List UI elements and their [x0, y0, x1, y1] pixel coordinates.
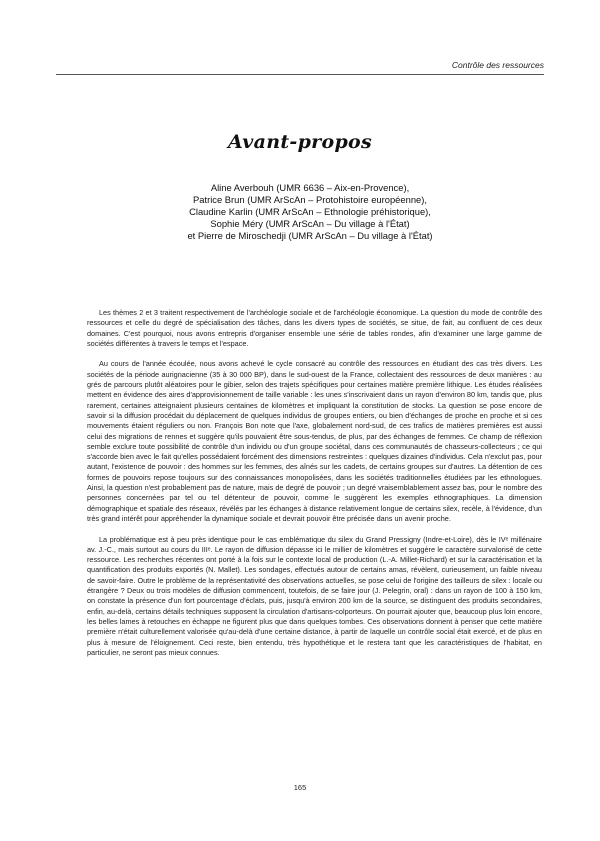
paragraph: La problématique est à peu près identique pour le cas emblématique du silex du Grand Pressigny (Indre-et-Loire), dès le IVᵉ millénaire av. J.-C., mais surtout au cours du IIIᵉ. Le rayon de diffusion dépasse ici le millier de kilomètres et suggère le caractère survalorisé de cette ressource. Les recherches récentes ont porté à la fois sur le contexte local de production (L.-A. Millet-Richard) et sur la caractérisation et la quantification des produits exportés (N. Mallet). Les sondages, effectués autour de certains amas, révèlent, curieusement, un faible niveau de savoir-faire. Outre le problème de la représentativité des observations actuelles, se pose celui de l'origine des tailleurs de silex : locale ou étrangère ? Deux ou trois modèles de diffusion commencent, toutefois, de se faire jour (J. Pelegrin, oral) : dans un rayon de 100 à 150 km, on constate la présence d'un fort pourcentage d'éclats, puis, jusqu'à environ 200 km de la source, se distinguent des produits secondaires, enfin, au-delà, certains détails techniques supposent la circulation d'artisans-colporteurs. On pourrait ajouter que, beaucoup plus loin encore, les belles lames à retouches en échарpe ne figurent plus que dans quelques tombes. Ces observations donnent à penser que cette matière première n'était culturellement valorisée qu'au-delà d'une certaine distance, à partir de laquelle un contrôle social était exercé, et de plus en plus à mesure de l'éloignement. Ceci reste, bien entendu, très hypothétique et le restera tant que les caractéristiques de l'habitat, en particulier, ne seront pas mieux connues. [87, 534, 542, 657]
author-line: Patrice Brun (UMR ArScAn – Protohistoire européenne), [193, 193, 427, 205]
running-header: Contrôle des ressources [451, 60, 544, 70]
author-list [100, 182, 520, 242]
page-number: 165 [293, 783, 307, 792]
header-rule [56, 74, 544, 75]
author-line: Claudine Karlin (UMR ArScAn – Ethnologie préhistorique), [189, 205, 431, 217]
paragraph: Au cours de l'année écoulée, nous avons achevé le cycle consacré au contrôle des ressources en étudiant des cas très divers. Les sociétés de la période aurignacienne (35 à 30 000 BP), dans le sud-ouest de la France, collectaient des ressources de deux manières : au grés de parcours plutôt aléatoires pour le gibier, selon des trajets spécifiques pour certaines matière première lithique. Les études réalisées mettent en évidence des aires d'approvisionnement de taille variable : les unes s'inscrivaient dans un rayon d'environ 80 km, tandis que, plus rarement, certaines atteignaient plusieurs centaines de kilomètres et impliquant la constitution de stocks. La question se pose encore de savoir si la diffusion procédait du déplacement de quelques individus de groupes entiers, ou bien d'échanges de proche en proche et si ces mouvements étaient réguliers ou non. François Bon note que l'axe, globalement nord-sud, de ces trafics de matières premières est aussi celui des migrations de rennes et suggère qu'ils pouvaient être sous-tendus, de plus, par des échanges de femmes. Ce champ de réflexion semble exclure toute possibilité de contrôle d'un individu ou d'un groupe sociétal, dans ces communautés de chasseurs-collecteurs ; ce qui s'accorde bien avec le fait qu'elles possédaient forcément des dimensions restreintes : quelques dizaines d'individus. Cela n'exclut pas, pour autant, l'existence de pouvoir : des hommes sur les femmes, des aînés sur les cadets, de certains groupes sur d'autres. La détention de ces formes de pouvoirs repose toujours sur des connaissances monopolisées, dans les sociétés traditionnelles étudiées par les ethnologues. Ainsi, la question n'est probablement pas de nature, mais de degré de pouvoir ; un degré vraisemblablement assez bas, pour le nombre des personnes concernées par tel ou tel détenteur de pouvoir, comme le suggèrent les exemples ethnographiques. La dimension démographique et spatiale des réseaux, révélés par les échanges à distance relativement longue de certains silex, recèle, à l'évidence, d'un très grand intérêt pour appréhender la dynamique sociale et devrait pouvoir être précisée dans un avenir proche. [87, 359, 542, 523]
author-line: Sophie Méry (UMR ArScAn – Du village à l'État) [210, 217, 410, 229]
body-text [87, 308, 542, 668]
paragraph: Les thèmes 2 et 3 traitent respectivement de l'archéologie sociale et de l'archéologie économique. La question du mode de contrôle des ressources et celle du degré de spécialisation des tâches, dans les divers types de sociétés, se situe, de fait, au confluent de ces deux domaines. C'est pourquoi, nous avons entrepris d'organiser ensemble une série de tables rondes, afin d'examiner une large gamme de sociétés différentes à travers le temps et l'espace. [87, 308, 542, 348]
author-line: Aline Averbouh (UMR 6636 – Aix-en-Provence), [210, 182, 410, 193]
author-line: et Pierre de Miroschedji (UMR ArScAn – Du village à l'État) [187, 229, 433, 241]
page-title: Avant-propos [227, 131, 373, 153]
